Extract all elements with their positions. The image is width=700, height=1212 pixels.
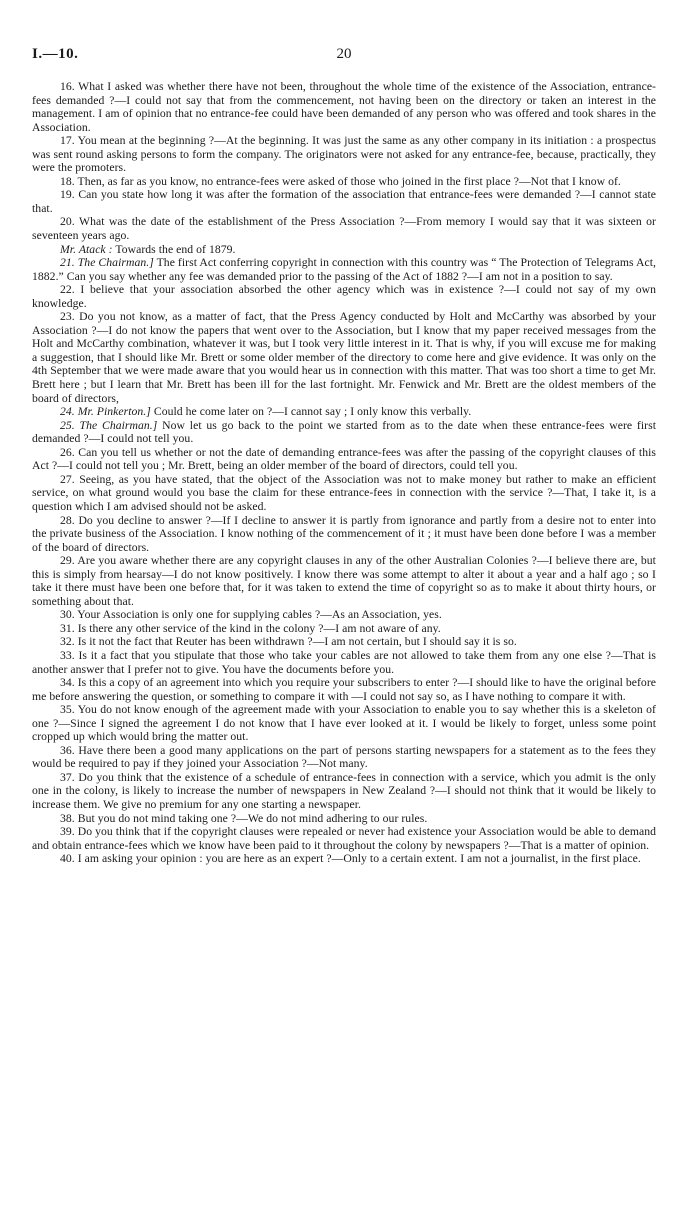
paragraph — [32, 635, 656, 649]
paragraph — [32, 175, 656, 189]
paragraph — [32, 419, 656, 446]
paragraph-text: 27. Seeing, as you have stated, that the object of the Association was not to make money but rather to make an efficient service, on what ground would you base the claim for these entrance-fees in connection with the service ?—That, I take it, is a question which I am advised should not be asked. — [32, 472, 656, 513]
speaker-label: 24. Mr. Pinkerton.] — [60, 405, 151, 419]
paragraph — [32, 622, 656, 636]
paragraph — [32, 134, 656, 175]
paragraph-text: 35. You do not know enough of the agreement made with your Association to enable you to say whether this is a skeleton of one ?—Since I signed the agreement I do not know that I have ever looked at it. I would be likely to forget, unless some point cropped up which would bring the matter out. — [32, 703, 656, 744]
paragraph-text: 38. But you do not mind taking one ?—We do not mind adhering to our rules. — [60, 811, 428, 825]
speaker-label: 21. The Chairman.] — [60, 256, 154, 270]
paragraph-text: 20. What was the date of the establishment of the Press Association ?—From memory I would say that it was sixteen or seventeen years ago. — [32, 215, 656, 243]
paragraph — [32, 812, 656, 826]
paragraph-text: 16. What I asked was whether there have not been, throughout the whole time of the existence of the Association, entrance-fees demanded ?—I could not say that from the commencement, not having been on the directory or taken an interest in the management. I am of opinion that no entrance-fee could have been demanded of any person who was offered and took shares in the Association. — [32, 80, 656, 134]
paragraph — [32, 554, 656, 608]
paragraph — [32, 703, 656, 744]
body-text — [32, 80, 656, 866]
paragraph — [32, 256, 656, 283]
paragraph — [32, 744, 656, 771]
paragraph-text: 28. Do you decline to answer ?—If I decline to answer it is partly from ignorance and partly from a desire not to enter into the private business of the Association. I know nothing of the commencement of it ; it must have been done before I was a member of the board of directors. — [32, 513, 656, 554]
paragraph-text: 33. Is it a fact that you stipulate that those who take your cables are not allowed to take them from any one else ?—That is another answer that I prefer not to give. You have the documents before you. — [32, 648, 656, 676]
paragraph-text: 31. Is there any other service of the kind in the colony ?—I am not aware of any. — [60, 621, 441, 635]
paragraph — [32, 676, 656, 703]
paragraph — [32, 283, 656, 310]
paragraph-text: 32. Is it not the fact that Reuter has been withdrawn ?—I am not certain, but I should say it is so. — [60, 635, 517, 649]
page-header — [32, 46, 656, 68]
paragraph — [32, 514, 656, 555]
paragraph-text: 19. Can you state how long it was after the formation of the association that entrance-fees were demanded ?—I cannot state that. — [32, 188, 656, 215]
paragraph-text: 29. Are you aware whether there are any copyright clauses in any of the other Australian Colonies ?—I believe there are, but this is simply from hearsay—I do not know positively. I know there was some attempt to alter it about a year and a half ago ; so I take it there must have been one before that, for it was taken to extend the time of copyright so as to make it about thirty hours, or something about that. — [32, 554, 656, 608]
speaker-label: Mr. Atack : — [60, 242, 113, 256]
paragraph — [32, 310, 656, 405]
paragraph — [32, 446, 656, 473]
page-number: 20 — [336, 46, 352, 62]
paragraph — [32, 825, 656, 852]
paragraph-text: 39. Do you think that if the copyright clauses were repealed or never had existence your Association would be able to demand and obtain entrance-fees which we know have been paid to it throughout the colony by newspapers ?—That is a matter of opinion. — [32, 825, 656, 852]
paragraph-text: 26. Can you tell us whether or not the date of demanding entrance-fees was after the passing of the copyright clauses of this Act ?—I could not tell you ; Mr. Brett, being an older member of the board of directors, could tell you. — [32, 445, 656, 473]
paragraph — [32, 771, 656, 812]
paragraph — [32, 608, 656, 622]
paragraph — [32, 188, 656, 215]
paragraph — [32, 243, 656, 257]
paragraph — [32, 405, 656, 419]
paragraph-text: 40. I am asking your opinion : you are here as an expert ?—Only to a certain extent. I am not a journalist, in the first place. — [60, 852, 641, 866]
paragraph-text: Could he come later on ?—I cannot say ; I only know this verbally. — [150, 405, 472, 419]
document-reference: I.—10. — [32, 46, 79, 62]
paragraph-text: 22. I believe that your association absorbed the other agency which was in existence ?—I could not say of my own knowledge. — [32, 283, 656, 310]
paragraph-text: 30. Your Association is only one for supplying cables ?—As an Association, yes. — [60, 608, 442, 622]
paragraph-text: Now let us go back to the point we started from as to the date when these entrance-fees were first demanded ?—I could not tell you. — [32, 418, 656, 446]
paragraph — [32, 215, 656, 242]
paragraph-text: 36. Have there been a good many applications on the part of persons starting newspapers for a statement as to the fees they would be required to pay if they joined your Association ?—Not many. — [32, 743, 656, 771]
paragraph — [32, 80, 656, 134]
paragraph-text: Towards the end of 1879. — [112, 242, 236, 256]
paragraph-text: 23. Do you not know, as a matter of fact, that the Press Agency conducted by Holt and McCarthy was absorbed by your Association ?—I do not know the papers that went over to the Association, but I know that my paper received messages from the Holt and McCarthy combination, whatever it was, but I took very little interest in it. That is why, if you will excuse me for making a suggestion, that I should like Mr. Brett or some older member of the directory to come here and give evidence. It was only on the 4th September that we were made aware that you would hear us in connection with this matter. That was too short a time to get Mr. Brett here ; but I learn that Mr. Brett has been ill for the last fortnight. Mr. Fenwick and Mr. Brett are the oldest members of the board of directors, — [32, 310, 656, 405]
paragraph-text: 17. You mean at the beginning ?—At the beginning. It was just the same as any other company in its initiation : a prospectus was sent round asking persons to form the company. The originators were not asked for any entrance-fee, because, practically, they were the promoters. — [32, 134, 656, 175]
paragraph-text: 18. Then, as far as you know, no entrance-fees were asked of those who joined in the first place ?—Not that I know of. — [60, 174, 621, 188]
paragraph-text: 34. Is this a copy of an agreement into which you require your subscribers to enter ?—I should like to have the original before me before answering the question, or something to compare it with —I could not say so, as I have nothing to compare it with. — [32, 676, 656, 703]
paragraph — [32, 852, 656, 866]
paragraph — [32, 649, 656, 676]
paragraph-text: 37. Do you think that the existence of a schedule of entrance-fees in connection with a service, which you admit is the only one in the colony, is likely to increase the number of newspapers in New Zealand ?—I should not think that it would be likely to increase them. We give no premium for any one starting a newspaper. — [32, 770, 656, 811]
paragraph-text: The first Act conferring copyright in connection with this country was “ The Protection of Telegrams Act, 1882.” Can you say whether any fee was demanded prior to the passing of the Act of 1882 ?—I am not in a position to say. — [32, 256, 657, 283]
paragraph — [32, 473, 656, 514]
speaker-label: 25. The Chairman.] — [60, 418, 158, 432]
